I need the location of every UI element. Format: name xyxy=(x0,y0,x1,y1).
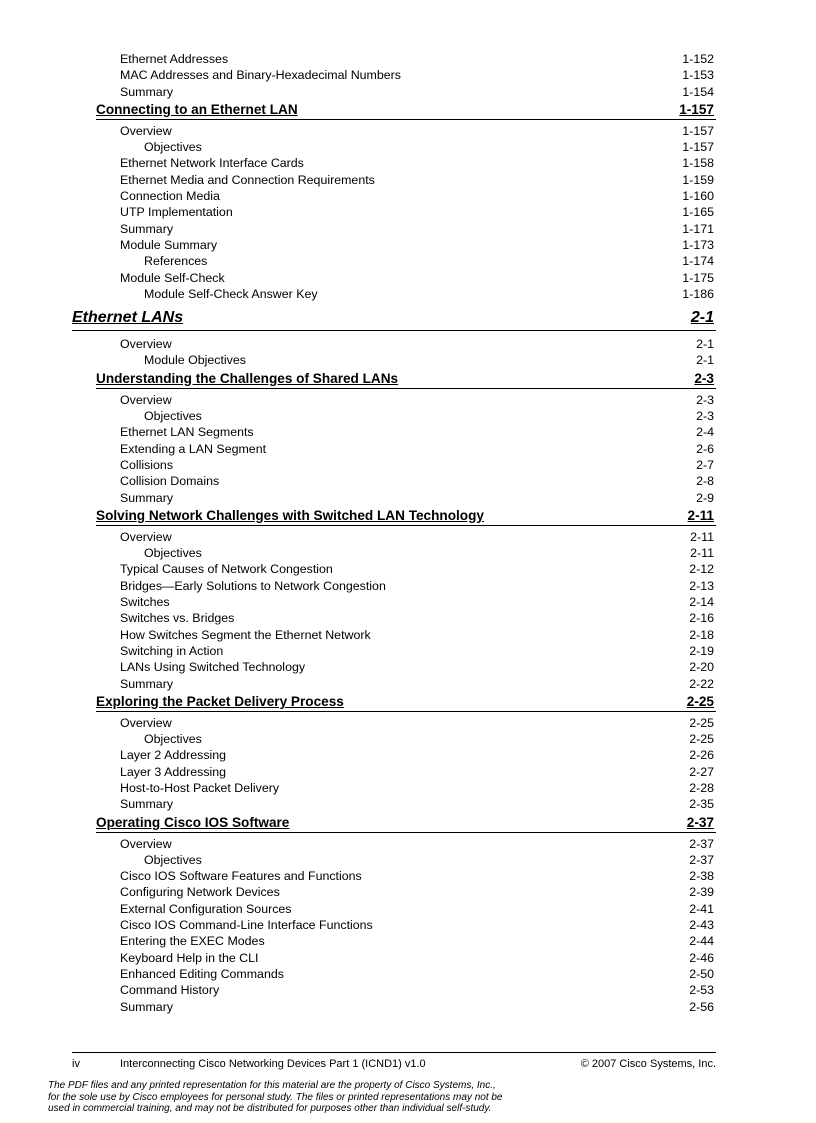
toc-entry-page: 2-37 xyxy=(686,814,714,830)
toc-entry-page: 2-6 xyxy=(696,441,714,456)
toc-entry-page: 2-38 xyxy=(689,869,714,884)
toc-entry[interactable] xyxy=(0,352,816,368)
toc-entry[interactable] xyxy=(0,286,816,302)
toc-entry[interactable] xyxy=(0,155,816,171)
toc-entry[interactable] xyxy=(0,999,816,1015)
toc-entry-page: 2-12 xyxy=(689,562,714,577)
toc-entry[interactable] xyxy=(0,780,816,796)
toc-entry-page: 2-1 xyxy=(696,353,714,368)
disclaimer-line: The PDF files and any printed representation for this material are the property of Cisco Systems, Inc., xyxy=(48,1080,496,1091)
toc-entry-title: Command History xyxy=(120,983,220,998)
footer-course-title: Interconnecting Cisco Networking Devices Part 1 (ICND1) v1.0 xyxy=(120,1058,426,1070)
toc-lesson-heading[interactable] xyxy=(0,370,816,390)
toc-entry[interactable] xyxy=(0,392,816,408)
toc-entry[interactable] xyxy=(0,643,816,659)
toc-entry-page: 2-11 xyxy=(690,529,714,544)
disclaimer-line: for the sole use by Cisco employees for personal study. The files or printed representations may not be xyxy=(48,1091,503,1103)
footer-divider xyxy=(72,1052,716,1053)
toc-entry-page: 1-174 xyxy=(682,254,714,269)
toc-module-heading[interactable] xyxy=(0,307,816,333)
toc-entry[interactable] xyxy=(0,852,816,868)
toc-entry[interactable] xyxy=(0,490,816,506)
toc-entry-title: Ethernet Addresses xyxy=(120,52,229,66)
toc-entry-title: Ethernet LANs xyxy=(72,309,184,327)
toc-entry-title: Overview xyxy=(120,836,172,851)
toc-entry-page: 2-3 xyxy=(696,392,714,407)
toc-entry[interactable] xyxy=(0,594,816,610)
toc-entry-title: Solving Network Challenges with Switched LAN Technology xyxy=(96,507,484,523)
toc-entry-title: Host-to-Host Packet Delivery xyxy=(120,780,280,795)
toc-entry[interactable] xyxy=(0,884,816,900)
toc-entry-title: Switching in Action xyxy=(120,643,224,658)
toc-entry[interactable] xyxy=(0,441,816,457)
toc-entry-page: 2-8 xyxy=(696,474,714,489)
toc-entry-title: Operating Cisco IOS Software xyxy=(96,814,290,830)
toc-entry[interactable] xyxy=(0,253,816,269)
toc-entry-page: 2-46 xyxy=(689,950,714,965)
toc-entry-page: 1-157 xyxy=(682,140,714,155)
toc-entry-page: 2-25 xyxy=(689,732,714,747)
toc-lesson-heading[interactable] xyxy=(0,814,816,834)
toc-entry-title: Overview xyxy=(120,715,172,730)
toc-entry-title: Summary xyxy=(120,999,174,1014)
toc-entry-title: Ethernet Media and Connection Requirements xyxy=(120,172,375,187)
toc-entry-title: Objectives xyxy=(144,409,202,424)
toc-entry-page: 1-158 xyxy=(682,156,714,171)
toc-entry-title: Objectives xyxy=(144,852,202,867)
toc-entry-page: 2-37 xyxy=(689,852,714,867)
toc-entry[interactable] xyxy=(0,51,816,67)
toc-entry[interactable] xyxy=(0,610,816,626)
toc-entry[interactable] xyxy=(0,627,816,643)
toc-lesson-heading[interactable] xyxy=(0,693,816,713)
toc-entry-title: Enhanced Editing Commands xyxy=(120,966,284,981)
toc-entry[interactable] xyxy=(0,966,816,982)
toc-entry[interactable] xyxy=(0,336,816,352)
toc-entry-page: 2-9 xyxy=(696,490,714,505)
toc-entry[interactable] xyxy=(0,561,816,577)
toc-entry-title: Cisco IOS Software Features and Functions xyxy=(120,869,362,884)
toc-entry-page: 1-171 xyxy=(682,221,714,236)
table-of-contents xyxy=(0,51,816,1015)
toc-entry-title: Typical Causes of Network Congestion xyxy=(120,562,333,577)
toc-entry[interactable] xyxy=(0,950,816,966)
toc-entry-page: 2-41 xyxy=(689,901,714,916)
toc-entry[interactable] xyxy=(0,67,816,83)
toc-entry[interactable] xyxy=(0,270,816,286)
toc-entry-page: 2-56 xyxy=(689,999,714,1014)
toc-entry-page: 2-43 xyxy=(689,918,714,933)
toc-entry-page: 2-35 xyxy=(689,797,714,812)
toc-entry[interactable] xyxy=(0,731,816,747)
toc-entry-title: Entering the EXEC Modes xyxy=(120,934,265,949)
toc-entry-title: Layer 2 Addressing xyxy=(120,748,227,763)
toc-entry-page: 2-37 xyxy=(689,836,714,851)
disclaimer-line: used in commercial training, and may not be distributed for purposes other than individual self-study. xyxy=(48,1103,492,1114)
toc-entry[interactable] xyxy=(0,408,816,424)
toc-entry-title: MAC Addresses and Binary-Hexadecimal Numbers xyxy=(120,68,401,83)
toc-entry-page: 2-3 xyxy=(694,370,714,386)
toc-entry-title: Summary xyxy=(120,84,174,99)
toc-entry-title: Connecting to an Ethernet LAN xyxy=(96,101,298,117)
toc-entry[interactable] xyxy=(0,982,816,998)
toc-entry-title: Objectives xyxy=(144,732,202,747)
toc-entry[interactable] xyxy=(0,901,816,917)
toc-entry-page: 2-4 xyxy=(696,425,714,440)
toc-entry-page: 2-19 xyxy=(689,643,714,658)
toc-entry-title: Module Self-Check Answer Key xyxy=(144,286,318,301)
toc-entry[interactable] xyxy=(0,221,816,237)
toc-entry[interactable] xyxy=(0,747,816,763)
toc-entry-page: 1-175 xyxy=(682,270,714,285)
toc-entry-page: 2-1 xyxy=(690,309,714,327)
footer-copyright: © 2007 Cisco Systems, Inc. xyxy=(580,1058,716,1070)
toc-entry-page: 2-13 xyxy=(689,578,714,593)
toc-entry[interactable] xyxy=(0,796,816,812)
toc-entry-page: 1-153 xyxy=(682,68,714,83)
toc-entry-title: Configuring Network Devices xyxy=(120,885,280,900)
toc-entry-page: 2-22 xyxy=(689,676,714,691)
toc-entry-page: 2-44 xyxy=(689,934,714,949)
toc-entry-page: 2-16 xyxy=(689,611,714,626)
toc-entry-page: 2-11 xyxy=(687,507,714,523)
toc-entry-page: 1-152 xyxy=(682,52,714,66)
toc-entry[interactable] xyxy=(0,529,816,545)
toc-entry-title: Collision Domains xyxy=(120,474,220,489)
toc-entry[interactable] xyxy=(0,188,816,204)
toc-entry-page: 1-186 xyxy=(682,286,714,301)
toc-entry-title: Keyboard Help in the CLI xyxy=(120,950,259,965)
toc-entry[interactable] xyxy=(0,715,816,731)
toc-entry-page: 2-11 xyxy=(690,546,714,561)
toc-entry-page: 2-3 xyxy=(696,409,714,424)
toc-entry-page: 2-14 xyxy=(689,595,714,610)
toc-entry-page: 2-26 xyxy=(689,748,714,763)
toc-entry-title: Extending a LAN Segment xyxy=(120,441,267,456)
toc-entry-title: Exploring the Packet Delivery Process xyxy=(96,693,344,709)
toc-entry[interactable] xyxy=(0,424,816,440)
toc-entry-title: Summary xyxy=(120,490,174,505)
toc-entry-page: 1-154 xyxy=(682,84,714,99)
toc-entry-page: 2-1 xyxy=(696,337,714,352)
toc-entry-page: 2-7 xyxy=(696,457,714,472)
toc-entry-title: Overview xyxy=(120,337,172,352)
toc-entry-title: Module Self-Check xyxy=(120,270,225,285)
toc-entry-title: Bridges—Early Solutions to Network Congestion xyxy=(120,578,386,593)
toc-entry-page: 2-39 xyxy=(689,885,714,900)
toc-entry-title: Summary xyxy=(120,797,174,812)
toc-entry-page: 1-173 xyxy=(682,237,714,252)
toc-entry-page: 2-25 xyxy=(689,715,714,730)
toc-entry[interactable] xyxy=(0,204,816,220)
toc-entry-page: 1-165 xyxy=(682,205,714,220)
toc-entry[interactable] xyxy=(0,237,816,253)
toc-entry[interactable] xyxy=(0,836,816,852)
toc-entry-title: LANs Using Switched Technology xyxy=(120,660,306,675)
toc-entry-page: 2-27 xyxy=(689,764,714,779)
disclaimer xyxy=(48,1080,608,1115)
toc-entry[interactable] xyxy=(0,545,816,561)
footer-page-number: iv xyxy=(72,1058,80,1070)
toc-entry-title: Module Summary xyxy=(120,237,218,252)
toc-entry[interactable] xyxy=(0,457,816,473)
toc-entry-title: Switches vs. Bridges xyxy=(120,611,235,626)
toc-entry-title: How Switches Segment the Ethernet Network xyxy=(120,627,371,642)
toc-entry[interactable] xyxy=(0,473,816,489)
toc-entry-title: Connection Media xyxy=(120,189,220,204)
toc-entry-page: 2-53 xyxy=(689,983,714,998)
toc-entry[interactable] xyxy=(0,84,816,100)
toc-lesson-heading[interactable] xyxy=(0,507,816,527)
toc-entry-title: Summary xyxy=(120,676,174,691)
toc-entry-title: Switches xyxy=(120,595,170,610)
toc-entry-page: 2-18 xyxy=(689,627,714,642)
toc-lesson-heading[interactable] xyxy=(0,101,816,121)
toc-entry[interactable] xyxy=(0,933,816,949)
toc-entry-title: Overview xyxy=(120,123,172,138)
toc-entry-title: Overview xyxy=(120,392,172,407)
toc-entry-page: 2-25 xyxy=(686,693,714,709)
toc-entry-title: Objectives xyxy=(144,140,202,155)
toc-entry[interactable] xyxy=(0,917,816,933)
toc-entry-title: Ethernet Network Interface Cards xyxy=(120,156,304,171)
toc-entry-title: Cisco IOS Command-Line Interface Functions xyxy=(120,918,373,933)
toc-entry[interactable] xyxy=(0,868,816,884)
toc-entry-page: 1-157 xyxy=(679,101,714,117)
toc-entry-title: Layer 3 Addressing xyxy=(120,764,227,779)
toc-entry[interactable] xyxy=(0,172,816,188)
toc-entry[interactable] xyxy=(0,676,816,692)
toc-entry[interactable] xyxy=(0,578,816,594)
toc-entry-title: Overview xyxy=(120,529,172,544)
toc-entry[interactable] xyxy=(0,123,816,139)
toc-entry-title: Ethernet LAN Segments xyxy=(120,425,254,440)
toc-entry-title: UTP Implementation xyxy=(120,205,233,220)
toc-entry-title: Understanding the Challenges of Shared LANs xyxy=(96,370,399,386)
toc-entry-title: Summary xyxy=(120,221,174,236)
toc-entry-page: 2-50 xyxy=(689,966,714,981)
toc-entry-title: References xyxy=(144,254,208,269)
toc-entry-page: 1-160 xyxy=(682,189,714,204)
toc-entry-title: Collisions xyxy=(120,457,174,472)
toc-entry-page: 1-157 xyxy=(682,123,714,138)
toc-entry[interactable] xyxy=(0,659,816,675)
toc-entry-title: Objectives xyxy=(144,546,202,561)
toc-entry-page: 2-20 xyxy=(689,660,714,675)
toc-entry-title: Module Objectives xyxy=(144,353,246,368)
toc-entry-page: 1-159 xyxy=(682,172,714,187)
toc-entry-page: 2-28 xyxy=(689,780,714,795)
toc-entry[interactable] xyxy=(0,139,816,155)
toc-entry-title: External Configuration Sources xyxy=(120,901,292,916)
toc-entry[interactable] xyxy=(0,764,816,780)
